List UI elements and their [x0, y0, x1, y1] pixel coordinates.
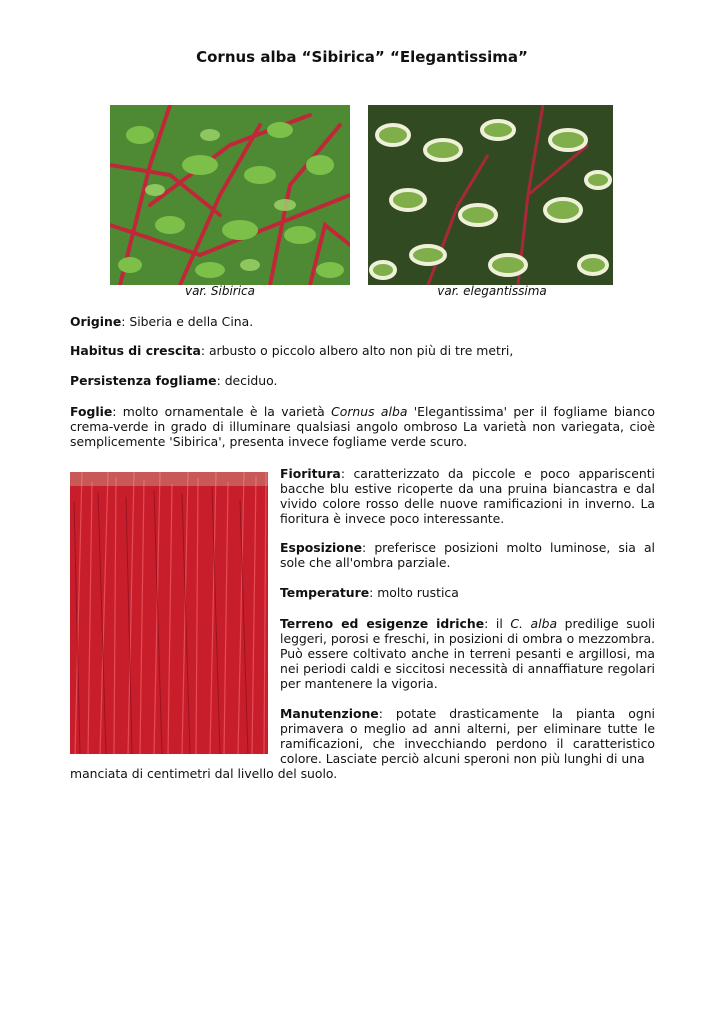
esposizione-paragraph [280, 540, 655, 570]
fioritura-label: Fioritura [280, 466, 341, 481]
fioritura-text: : caratterizzato da piccole e poco appariscenti bacche blu estive ricoperte da una pruina biancastra e dal vivido colore rosso delle nuove ramificazioni in inverno. La fioritura è invece poco interessante. [280, 466, 655, 526]
terreno-text-before: : il [484, 616, 511, 631]
terreno-italic: C. alba [510, 616, 558, 631]
page-title: Cornus alba “Sibirica” “Elegantissima” [196, 48, 528, 66]
habitus-paragraph [70, 343, 655, 358]
temperature-text: : molto rustica [369, 585, 459, 600]
manutenzione-continuation: manciata di centimetri dal livello del suolo. [70, 766, 338, 781]
esposizione-text: : preferisce posizioni molto luminose, sia al sole che all'ombra parziale. [280, 540, 655, 570]
origine-label: Origine [70, 314, 122, 329]
foglie-label: Foglie [70, 404, 113, 419]
manutenzione-paragraph [280, 706, 655, 766]
elegantissima-photo [368, 105, 613, 285]
origine-paragraph [70, 314, 655, 329]
foglie-paragraph [70, 404, 655, 449]
sibirica-caption: var. Sibirica [184, 284, 256, 298]
persistenza-text: : deciduo. [216, 373, 278, 388]
foglie-text-after: 'Elegantissima' per il fogliame bianco crema-verde in grado di illuminare qualsiasi angolo ombroso La varietà non variegata, cioè semplicemente 'Sibirica', presenta invece fogliame verde scuro. [70, 404, 656, 449]
elegantissima-caption: var. elegantissima [437, 284, 547, 298]
fioritura-paragraph [280, 466, 655, 526]
terreno-text-after: predilige suoli leggeri, porosi e freschi, in posizioni di ombra o mezzombra. Può essere coltivato anche in terreni pesanti e argillosi, ma nei periodi caldi e siccitosi necessità di annaffiature regolari per mantenere la vigoria. [280, 616, 656, 691]
foglie-italic: Cornus alba [331, 404, 408, 419]
esposizione-label: Esposizione [280, 540, 363, 555]
temperature-paragraph [280, 585, 655, 600]
habitus-text: : arbusto o piccolo albero alto non più di tre metri, [200, 343, 514, 358]
persistenza-label: Persistenza fogliame [70, 373, 217, 388]
terreno-label: Terreno ed esigenze idriche [280, 616, 485, 631]
sibirica-photo [110, 105, 350, 285]
origine-text: : Siberia e della Cina. [121, 314, 254, 329]
manutenzione-text: : potate drasticamente la pianta ogni primavera o meglio ad anni alterni, per eliminare tutte le ramificazioni, che invecchiando perdono il caratteristico colore. Lasciate perciò alcuni speroni non più lunghi di una [280, 706, 655, 766]
temperature-label: Temperature [280, 585, 370, 600]
habitus-label: Habitus di crescita [70, 343, 201, 358]
persistenza-paragraph [70, 373, 655, 388]
manutenzione-label: Manutenzione [280, 706, 379, 721]
terreno-paragraph [280, 616, 655, 691]
foglie-text-before: : molto ornamentale è la varietà [112, 404, 332, 419]
red-stems-photo [70, 472, 268, 754]
